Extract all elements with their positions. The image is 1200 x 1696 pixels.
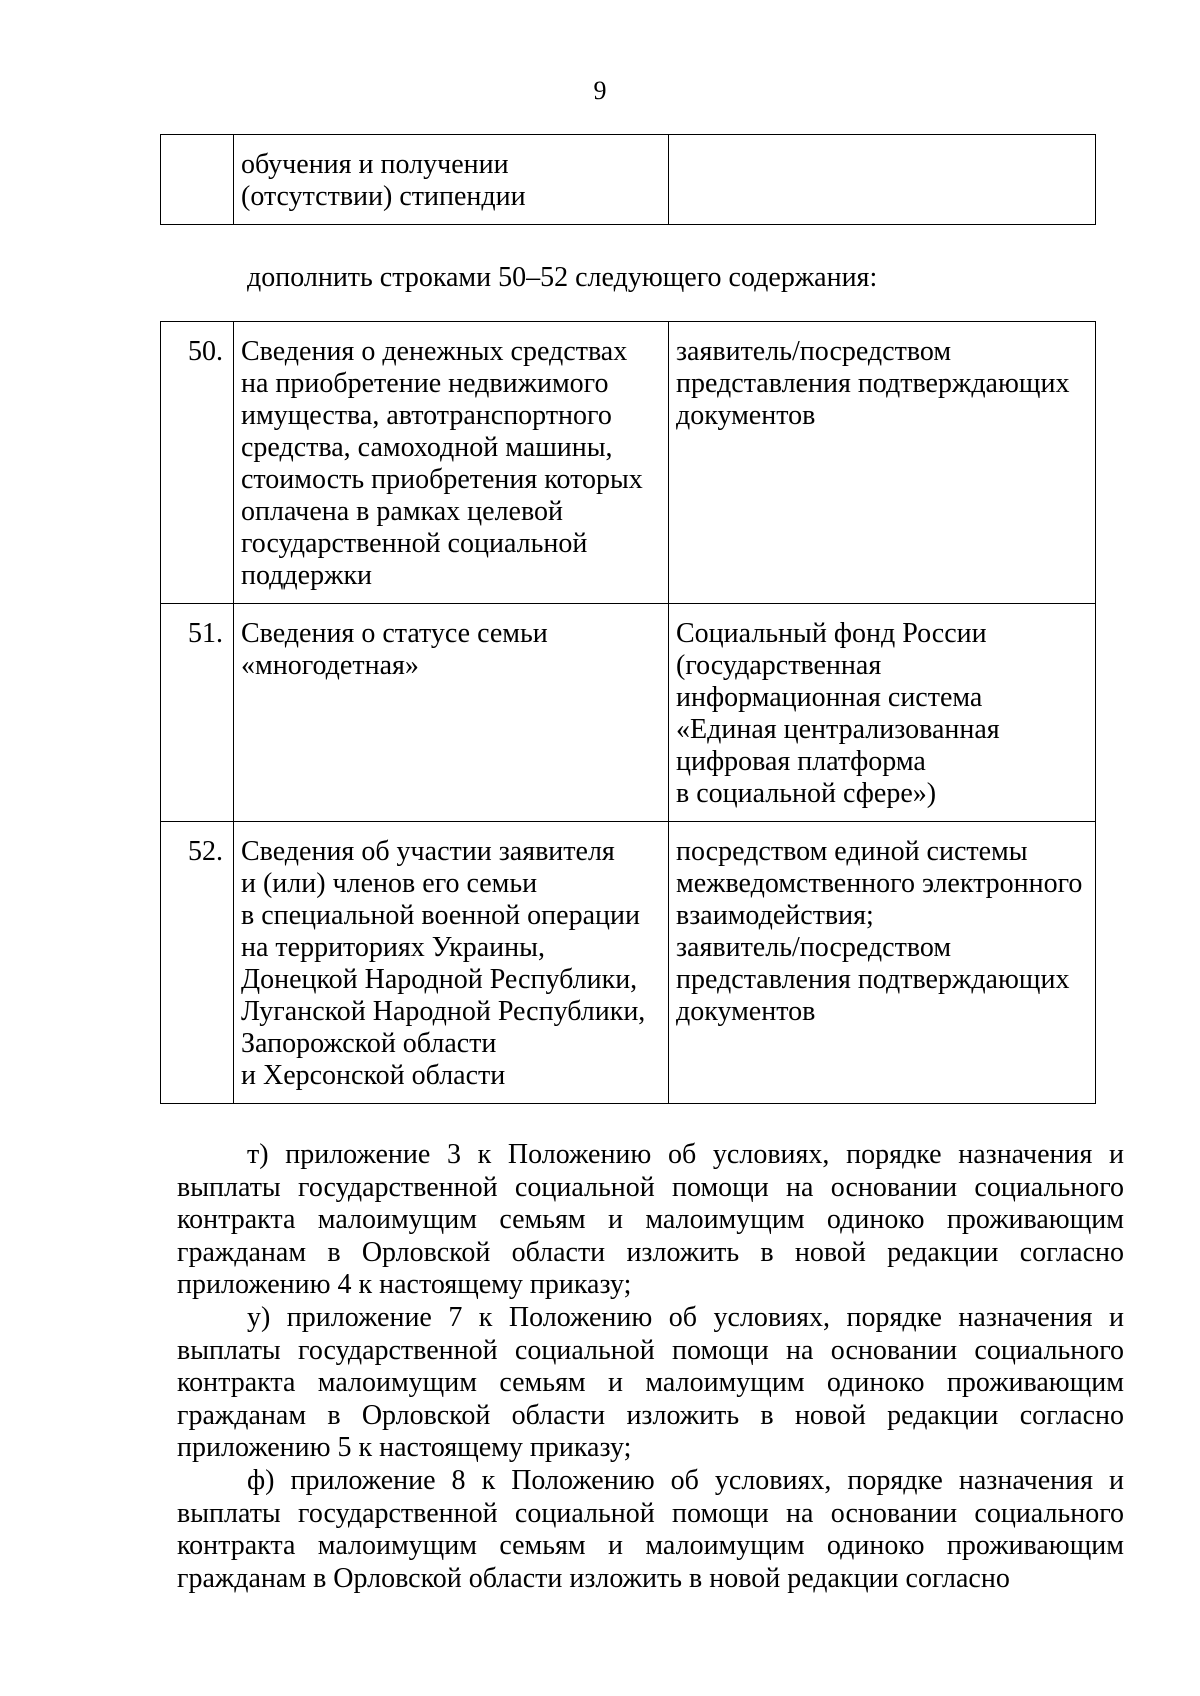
source-cell	[669, 604, 1096, 822]
table-row	[161, 822, 1096, 1104]
row-number: 51.	[188, 618, 223, 649]
row-description: Сведения об участии заявителя и (или) членов его семьи в специальной военной операции на территориях Украины, Донецкой Народной Республики, Луганской Народной Республики, Запорожской области и Херсонской области	[241, 836, 646, 1091]
description-cell	[234, 822, 669, 1104]
row-number-cell	[161, 604, 234, 822]
rows-50-52-table	[160, 321, 1096, 1104]
description-cell	[234, 322, 669, 604]
source-cell	[669, 135, 1096, 225]
intro-line: дополнить строками 50–52 следующего содержания:	[247, 262, 878, 293]
row-number: 50.	[188, 336, 223, 367]
paragraph-t: т) приложение 3 к Положению об условиях, порядке назначения и выплаты государственной социальной помощи на основании социального контракта малоимущим семьям и малоимущим одиноко проживающим гражданам в Орловской области изложить в новой редакции согласно приложению 4 к настоящему приказу;	[177, 1139, 1124, 1300]
paragraph-u: у) приложение 7 к Положению об условиях, порядке назначения и выплаты государственной социальной помощи на основании социального контракта малоимущим семьям и малоимущим одиноко проживающим гражданам в Орловской области изложить в новой редакции согласно приложению 5 к настоящему приказу;	[177, 1302, 1124, 1463]
row-number-cell	[161, 322, 234, 604]
table-row	[161, 135, 1096, 225]
row-source	[669, 135, 1095, 160]
row-number: 52.	[188, 836, 223, 867]
table-row	[161, 322, 1096, 604]
row-number-cell	[161, 135, 234, 225]
source-cell	[669, 822, 1096, 1104]
row-source: Социальный фонд России (государственная информационная система «Единая централизованная цифровая платформа в социальной сфере»)	[676, 618, 1000, 809]
paragraph-f: ф) приложение 8 к Положению об условиях, порядке назначения и выплаты государственной социальной помощи на основании социального контракта малоимущим семьям и малоимущим одиноко проживающим гражданам в Орловской области изложить в новой редакции согласно	[177, 1465, 1124, 1594]
row-description: Сведения о денежных средствах на приобретение недвижимого имущества, автотранспортного средства, самоходной машины, стоимость приобретения которых оплачена в рамках целевой государственной социальной поддержки	[241, 336, 643, 591]
source-cell	[669, 322, 1096, 604]
row-source: заявитель/посредством представления подтверждающих документов	[676, 336, 1070, 431]
table-row	[161, 604, 1096, 822]
row-description: обучения и получении (отсутствии) стипендии	[241, 149, 526, 212]
row-description: Сведения о статусе семьи «многодетная»	[241, 618, 548, 681]
row-source: посредством единой системы межведомственного электронного взаимодействия; заявитель/посредством представления подтверждающих документов	[676, 836, 1083, 1027]
row-number	[161, 135, 233, 160]
description-cell	[234, 604, 669, 822]
page-number: 9	[593, 76, 607, 105]
description-cell	[234, 135, 669, 225]
continuation-table	[160, 134, 1096, 225]
row-number-cell	[161, 822, 234, 1104]
